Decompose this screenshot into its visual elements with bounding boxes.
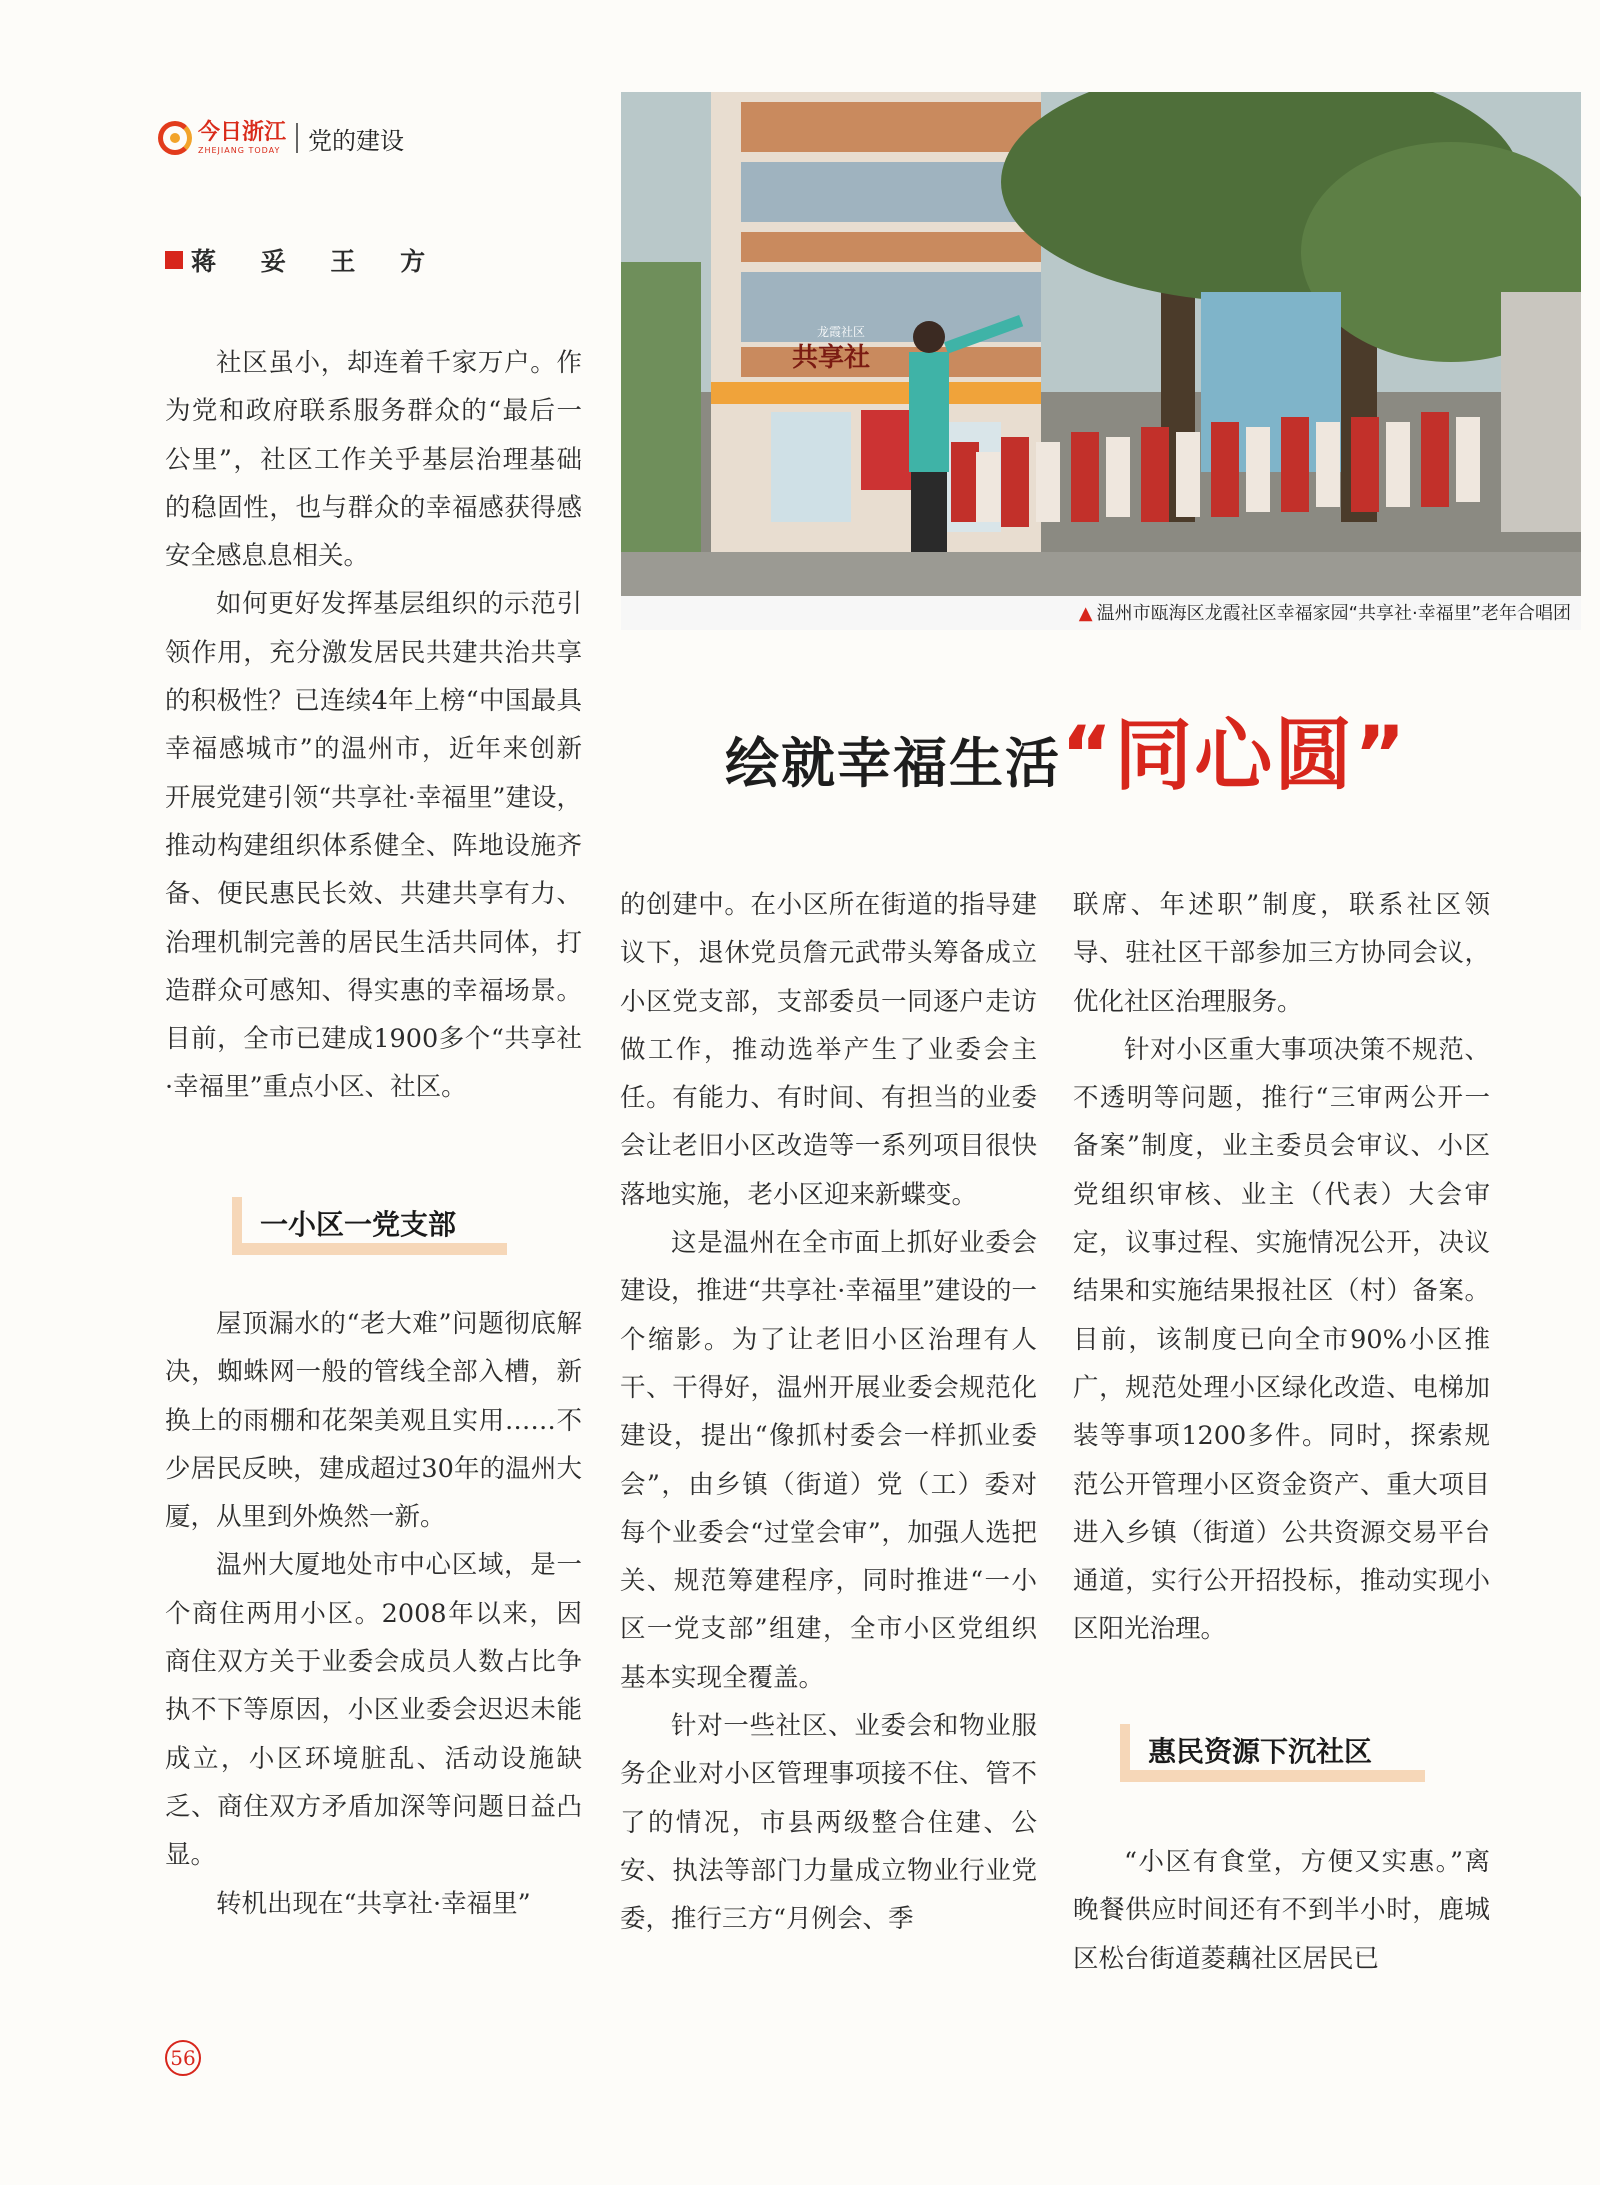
- paragraph: 联席、年述职”制度，联系社区领导、驻社区干部参加三方协同会议，优化社区治理服务。: [1073, 890, 1490, 1017]
- subheading-underline: [1120, 1770, 1425, 1782]
- paragraph: 这是温州在全市面上抓好业委会建设，推进“共享社·幸福里”建设的一个缩影。为了让老旧小区治理有人干、干得好，温州开展业委会规范化建设，提出“像抓村委会一样抓业委会”，由乡镇（街道）党（工）委对每个业委会“过堂会审”，加强人选把关、规范筹建程序，同时推进“一小区一党支部”组建，全市小区党组织基本实现全覆盖。: [620, 1228, 1037, 1693]
- column-1-bottom: [165, 1300, 582, 1928]
- paragraph: 的创建中。在小区所在街道的指导建议下，退休党员詹元武带头筹备成立小区党支部，支部委员一同逐户走访做工作，推动选举产生了业委会主任。有能力、有时间、有担当的业委会让老旧小区改造等一系列项目很快落地实施，老小区迎来新蝶变。: [620, 890, 1037, 1210]
- paragraph: 如何更好发挥基层组织的示范引领作用，充分激发居民共建共治共享的积极性？已连续4年上榜“中国最具幸福感城市”的温州市，近年来创新开展党建引领“共享社·幸福里”建设，推动构建组织体系健全、阵地设施齐备、便民惠民长效、共建共享有力、治理机制完善的居民生活共同体，打造群众可感知、得实惠的幸福场景。目前，全市已建成1900多个“共享社·幸福里”重点小区、社区。: [165, 589, 582, 1103]
- article-title: [725, 693, 1408, 805]
- paragraph: 温州大厦地处市中心区域，是一个商住两用小区。2008年以来，因商住双方关于业委会成员人数占比争执不下等原因，小区业委会迟迟未能成立，小区环境脏乱、活动设施缺乏、商住双方矛盾加深等问题日益凸显。: [165, 1550, 582, 1871]
- paragraph: 针对一些社区、业委会和物业服务企业对小区管理事项接不住、管不了的情况，市县两级整合住建、公安、执法等部门力量成立物业行业党委，推行三方“月例会、季: [620, 1711, 1037, 1935]
- column-3-bottom: [1073, 1838, 1490, 1983]
- paragraph: “小区有食堂，方便又实惠。”离晚餐供应时间还有不到半小时，鹿城区松台街道菱藕社区居民已: [1073, 1847, 1490, 1974]
- title-main: 绘就幸福生活: [725, 731, 1061, 795]
- subheading-1: [232, 1197, 507, 1255]
- column-1-top: [165, 339, 582, 1112]
- logo-icon: [158, 121, 192, 155]
- column-2: [620, 881, 1037, 1944]
- header-divider: [296, 123, 298, 153]
- photo-caption: [1079, 599, 1571, 625]
- logo: [198, 119, 287, 155]
- photo-sign-small: 龙霞社区: [816, 325, 866, 339]
- paragraph: 屋顶漏水的“老大难”问题彻底解决，蜘蛛网一般的管线全部入槽，新换上的雨棚和花架美观且实用……不少居民反映，建成超过30年的温州大厦，从里到外焕然一新。: [165, 1309, 582, 1533]
- paragraph: 转机出现在“共享社·幸福里”: [216, 1888, 531, 1919]
- page-number: 56: [165, 2040, 201, 2076]
- article-photo: [621, 92, 1581, 630]
- subheading-underline: [232, 1243, 507, 1255]
- title-highlight: “同心圆”: [1061, 711, 1408, 801]
- logo-cn: 今日浙江: [198, 119, 287, 145]
- paragraph: 社区虽小，却连着千家万户。作为党和政府联系服务群众的“最后一公里”，社区工作关乎基层治理基础的稳固性，也与群众的幸福感获得感安全感息息相关。: [165, 348, 582, 572]
- section-name: 党的建设: [308, 126, 405, 155]
- caption-triangle-icon: ▲: [1078, 603, 1093, 624]
- masthead: [158, 118, 404, 158]
- subheading-text: 惠民资源下沉社区: [1148, 1735, 1373, 1768]
- paragraph: 针对小区重大事项决策不规范、不透明等问题，推行“三审两公开一备案”制度，业主委员会审议、小区党组织审核、业主（代表）大会审定，议事过程、实施情况公开，决议结果和实施结果报社区（村）备案。目前，该制度已向全市90%小区推广，规范处理小区绿化改造、电梯加装等事项1200多件。同时，探索规范公开管理小区资金资产、重大项目进入乡镇（街道）公共资源交易平台通道，实行公开招投标，推动实现小区阳光治理。: [1073, 1034, 1490, 1645]
- subheading-text: 一小区一党支部: [260, 1208, 457, 1241]
- photo-caption-text: 温州市瓯海区龙霞社区幸福家园“共享社·幸福里”老年合唱团: [1096, 603, 1571, 624]
- author-line: [165, 242, 443, 278]
- photo-sign-main: 共享社: [791, 343, 871, 373]
- photo-illustration: [621, 92, 1581, 630]
- column-3-top: [1073, 881, 1490, 1654]
- author-names: 蒋 妥 王 方: [191, 247, 444, 276]
- logo-en: ZHEJIANG TODAY: [198, 145, 281, 155]
- photo-caption-bar: [621, 596, 1581, 630]
- subheading-2: [1120, 1724, 1425, 1782]
- author-marker-icon: [165, 251, 183, 269]
